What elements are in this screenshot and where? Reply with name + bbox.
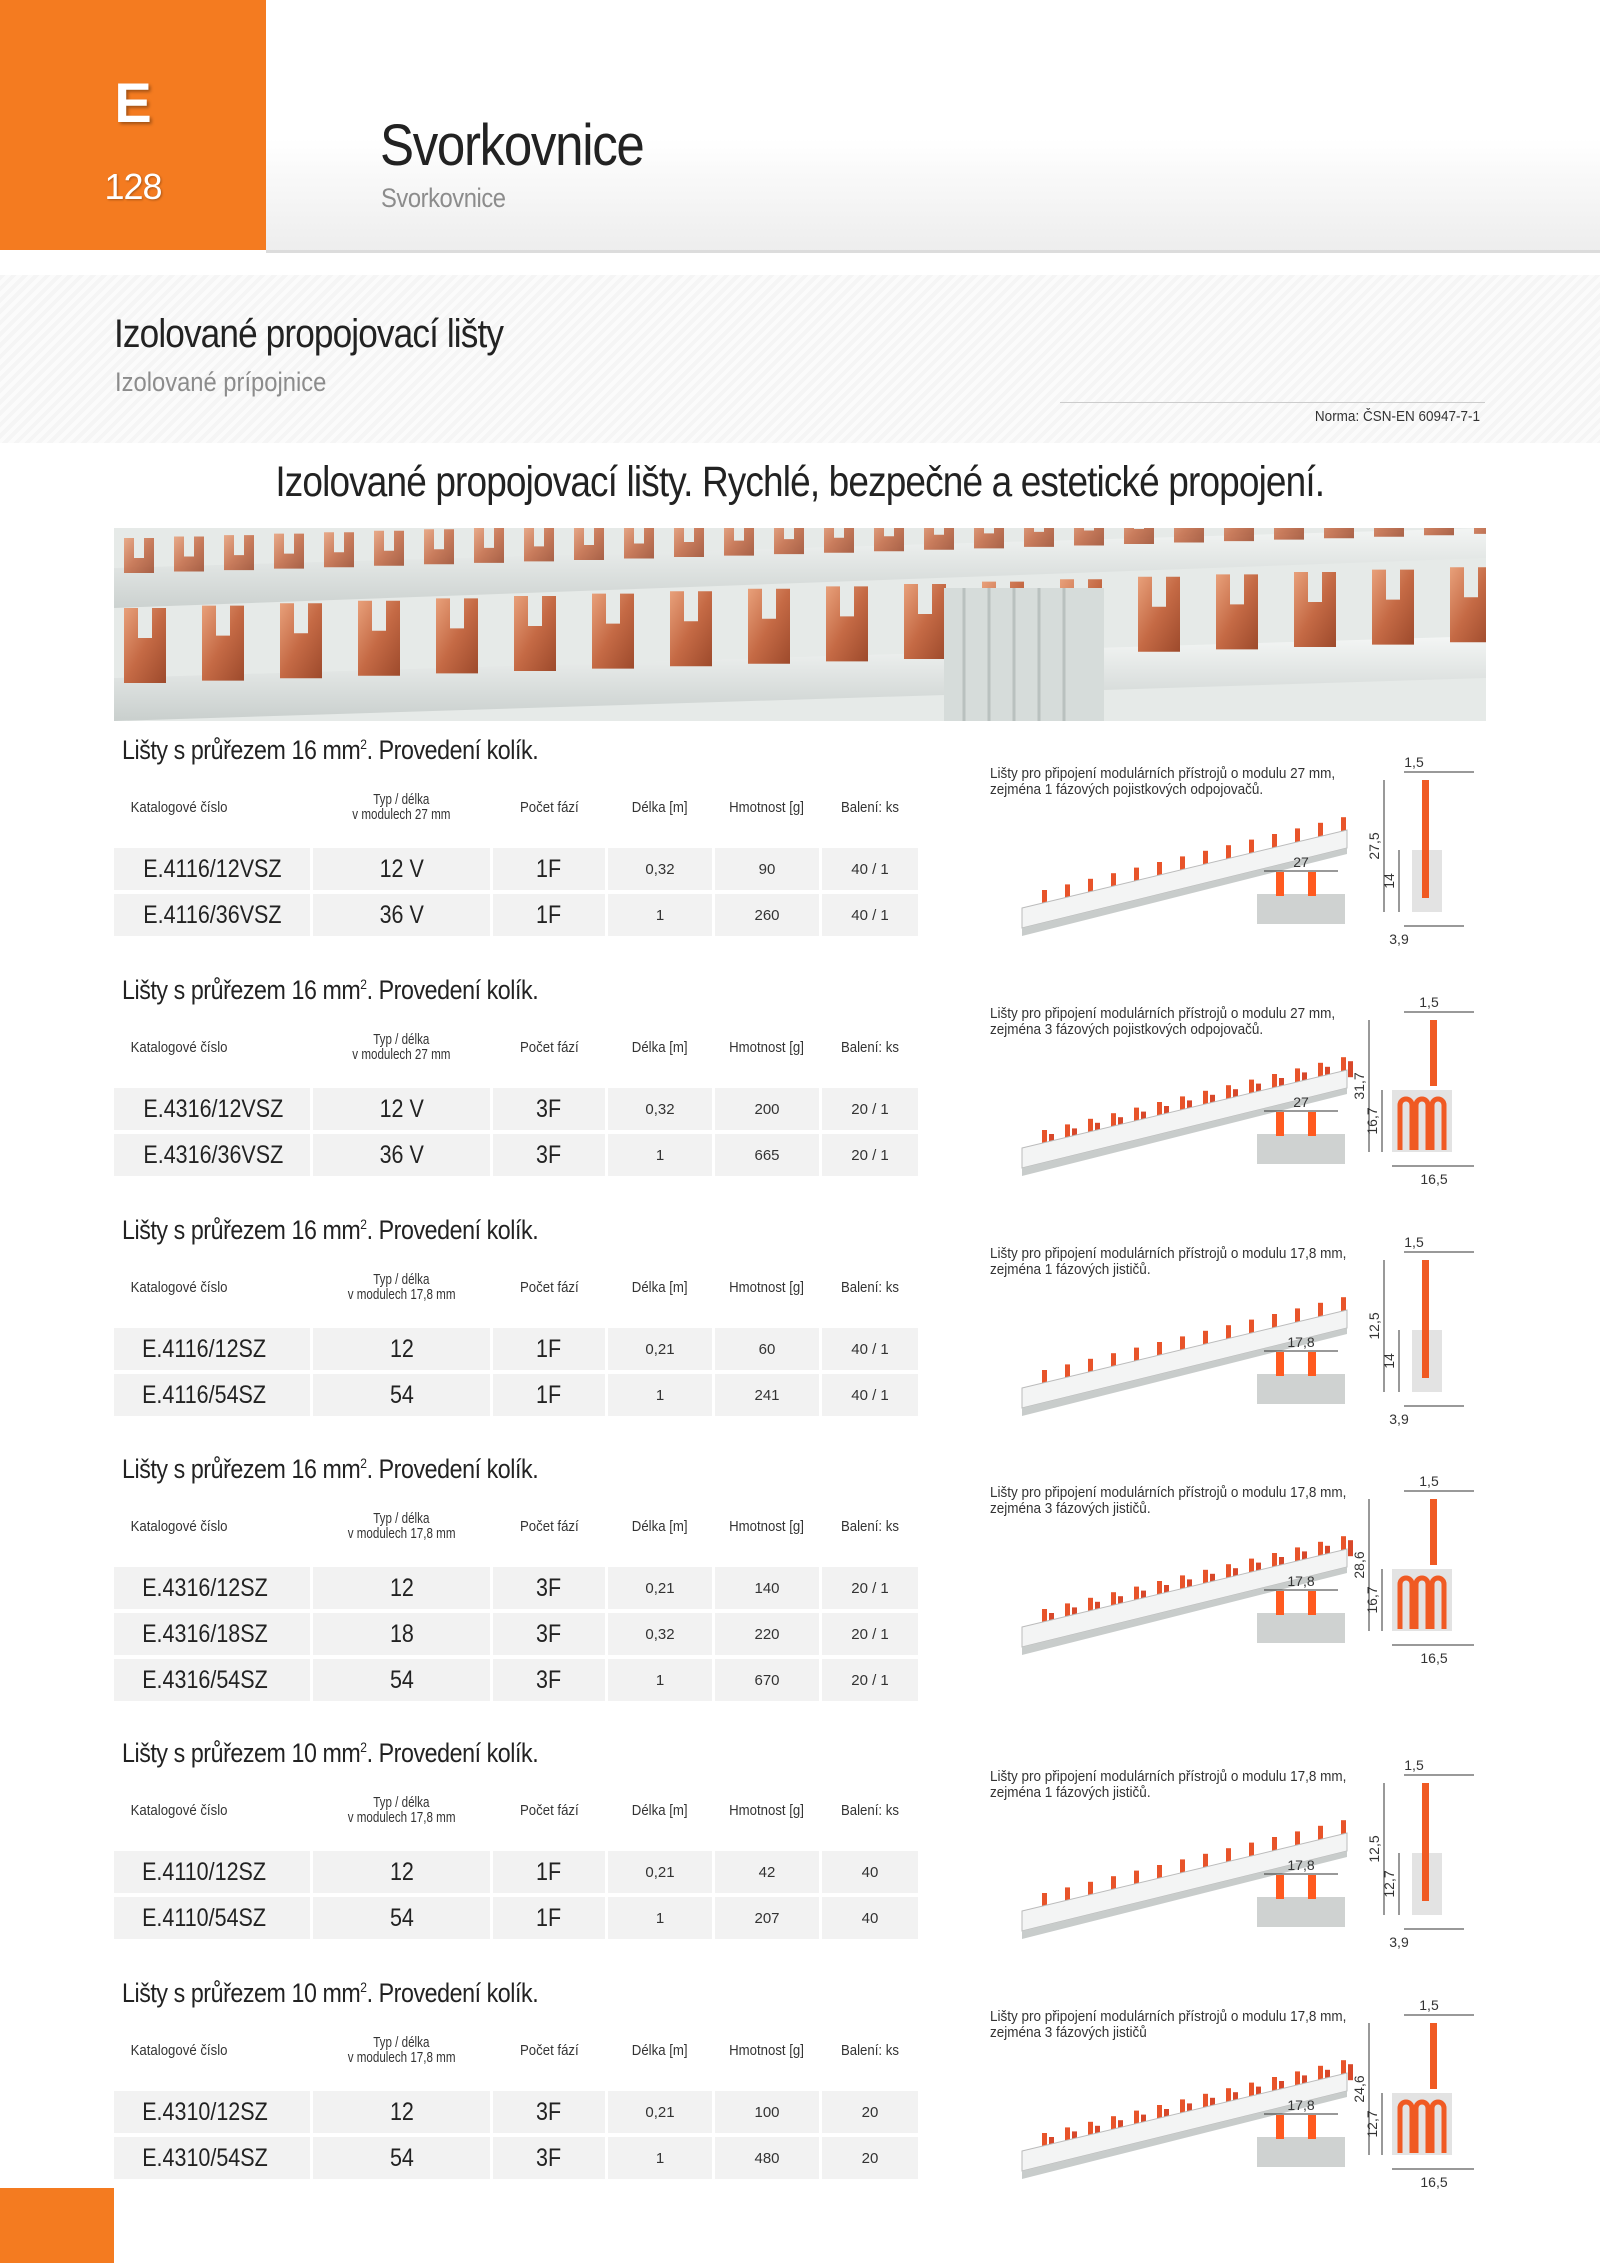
cell-divider — [819, 2137, 822, 2179]
cell-divider — [712, 1897, 715, 1939]
table-cell: E.4116/36VSZ — [143, 900, 282, 929]
section-title: Izolované propojovací lišty — [114, 312, 504, 356]
dimension-bottom: 16,5 — [1420, 1171, 1448, 1187]
cell-divider — [819, 1134, 822, 1176]
column-header: Počet fází — [519, 1278, 579, 1296]
module-dimension: 17,8 — [1287, 1573, 1315, 1589]
table-cell: 54 — [389, 1665, 414, 1694]
column-header: Délka [m] — [632, 798, 688, 816]
cell-divider — [310, 1851, 313, 1893]
block-title: Lišty s průřezem 16 $mm^2$. Provedení kolík. — [122, 735, 539, 765]
table-cell: 207 — [754, 1909, 780, 1927]
column-header: Délka [m] — [632, 1038, 688, 1056]
table-cell: 20 — [861, 2149, 879, 2167]
block-note: Lišty pro připojení modulárních přístrojů o modulu 27 mm, zejména 1 fázových pojistkových odpojovačů. — [990, 765, 1336, 798]
dimension-inner: 16,7 — [1364, 1107, 1380, 1135]
cell-divider — [310, 2137, 313, 2179]
cell-divider — [310, 1567, 313, 1609]
table-cell: E.4316/12VSZ — [143, 1094, 284, 1123]
module-dimension: 27 — [1293, 854, 1309, 870]
column-header: Hmotnost [g] — [729, 1038, 805, 1056]
cell-divider — [310, 2091, 313, 2133]
dimension-top: 1,5 — [1419, 994, 1439, 1010]
column-header: Katalogové číslo — [130, 798, 228, 816]
norm-label: Norma: ČSN-EN 60947-7-1 — [1314, 408, 1480, 425]
table-cell: 90 — [758, 860, 776, 878]
table-cell: 20 / 1 — [851, 1146, 889, 1164]
table-cell: 12 — [389, 1334, 414, 1363]
block-note: Lišty pro připojení modulárních přístrojů o modulu 17,8 mm, zejména 1 fázových jističů. — [990, 1768, 1347, 1801]
busbar-illustration — [1002, 790, 1362, 950]
table-cell: E.4116/54SZ — [142, 1380, 267, 1409]
cell-divider — [819, 1328, 822, 1370]
table-row — [114, 1851, 918, 1893]
column-header: Katalogové číslo — [130, 2041, 228, 2059]
cell-divider — [310, 894, 313, 936]
column-header: Balení: ks — [841, 1801, 899, 1819]
block-note: Lišty pro připojení modulárních přístrojů o modulu 17,8 mm, zejména 1 fázových jističů. — [990, 1245, 1347, 1278]
headline-text: Izolované propojovací lišty. Rychlé, bezpečné a estetické propojení. — [275, 458, 1325, 506]
table-cell: 480 — [754, 2149, 780, 2167]
cell-divider — [490, 1374, 493, 1416]
table-cell: 3F — [536, 1094, 562, 1123]
table-cell: 220 — [754, 1625, 780, 1643]
table-cell: 3F — [536, 2143, 562, 2172]
section-letter: E — [114, 71, 152, 134]
busbar-illustration — [1002, 1270, 1362, 1430]
module-dimension: 27 — [1293, 1094, 1309, 1110]
table-cell: 3F — [536, 1573, 562, 1602]
dimension-drawing — [1344, 750, 1494, 955]
cell-divider — [712, 2091, 715, 2133]
dimension-bottom: 3,9 — [1389, 1934, 1409, 1950]
cell-divider — [605, 2091, 608, 2133]
dimension-height: 27,5 — [1366, 832, 1382, 860]
busbar-photo-illustration — [114, 528, 1486, 721]
table-cell: 1F — [536, 1334, 562, 1363]
module-dimension: 17,8 — [1287, 1334, 1315, 1350]
busbar-illustration — [1002, 1030, 1362, 1190]
cell-divider — [490, 1613, 493, 1655]
cell-divider — [712, 1613, 715, 1655]
column-header: Balení: ks — [841, 1517, 899, 1535]
table-cell: E.4116/12VSZ — [143, 854, 282, 883]
table-cell: E.4310/12SZ — [142, 2097, 268, 2126]
column-header: Typ / délka v modulech 17,8 mm — [347, 1510, 456, 1542]
cell-divider — [712, 1088, 715, 1130]
column-header: Typ / délka v modulech 17,8 mm — [347, 1794, 456, 1826]
cell-divider — [712, 1851, 715, 1893]
cell-divider — [605, 2137, 608, 2179]
table-cell: 54 — [389, 2143, 414, 2172]
header-divider — [266, 250, 1600, 253]
module-dimension: 17,8 — [1287, 2097, 1315, 2113]
cell-divider — [490, 2091, 493, 2133]
cell-divider — [310, 1088, 313, 1130]
column-header: Balení: ks — [841, 1278, 899, 1296]
table-cell: 18 — [389, 1619, 414, 1648]
table-cell: E.4110/54SZ — [142, 1903, 267, 1932]
column-header: Balení: ks — [841, 798, 899, 816]
table-row — [114, 1613, 918, 1655]
dimension-top: 1,5 — [1419, 1997, 1439, 2013]
block-title: Lišty s průřezem 10 $mm^2$. Provedení kolík. — [122, 1738, 539, 1768]
table-cell: 54 — [389, 1380, 414, 1409]
table-cell: E.4316/54SZ — [142, 1665, 268, 1694]
table-cell: 60 — [758, 1340, 776, 1358]
column-header: Typ / délka v modulech 17,8 mm — [347, 2034, 456, 2066]
table-cell: 3F — [536, 1619, 562, 1648]
table-cell: 20 / 1 — [851, 1625, 889, 1643]
column-header: Hmotnost [g] — [729, 798, 805, 816]
cell-divider — [490, 1897, 493, 1939]
cell-divider — [605, 894, 608, 936]
table-cell: 260 — [754, 906, 780, 924]
table-cell: 40 / 1 — [851, 1386, 889, 1404]
table-cell: 1 — [655, 1909, 665, 1927]
cell-divider — [712, 1659, 715, 1701]
column-header: Typ / délka v modulech 27 mm — [352, 1031, 451, 1063]
busbar-illustration — [1002, 2033, 1362, 2193]
dimension-drawing — [1344, 1469, 1494, 1674]
table-cell: 1 — [655, 906, 665, 924]
dimension-drawing — [1344, 1993, 1494, 2198]
dimension-inner: 12,7 — [1364, 2110, 1380, 2138]
cell-divider — [819, 1659, 822, 1701]
cell-divider — [819, 1374, 822, 1416]
dimension-height: 12,5 — [1366, 1835, 1382, 1863]
table-cell: 0,32 — [645, 1625, 675, 1643]
column-header: Počet fází — [519, 2041, 579, 2059]
cell-divider — [819, 2091, 822, 2133]
table-cell: 40 — [861, 1909, 879, 1927]
table-row — [114, 1897, 918, 1939]
table-cell: 1 — [655, 1671, 665, 1689]
busbar-illustration — [1002, 1509, 1362, 1669]
block-title: Lišty s průřezem 16 $mm^2$. Provedení kolík. — [122, 975, 539, 1005]
table-cell: 1 — [655, 1386, 665, 1404]
column-header: Katalogové číslo — [130, 1801, 228, 1819]
table-cell: 12 — [389, 2097, 414, 2126]
column-header: Balení: ks — [841, 2041, 899, 2059]
column-header: Délka [m] — [632, 2041, 688, 2059]
page-title: Svorkovnice — [380, 113, 644, 178]
cell-divider — [490, 1659, 493, 1701]
section-subtitle: Izolované prípojnice — [115, 367, 327, 397]
cell-divider — [605, 1567, 608, 1609]
cell-divider — [490, 1328, 493, 1370]
table-cell: E.4316/36VSZ — [143, 1140, 284, 1169]
table-cell: 3F — [536, 2097, 562, 2126]
table-row — [114, 1134, 918, 1176]
table-cell: E.4310/54SZ — [142, 2143, 268, 2172]
cell-divider — [605, 1613, 608, 1655]
dimension-height: 12,5 — [1366, 1312, 1382, 1340]
table-cell: 0,32 — [645, 1100, 675, 1118]
table-cell: 200 — [754, 1100, 780, 1118]
cell-divider — [819, 848, 822, 890]
cell-divider — [712, 1134, 715, 1176]
cell-divider — [712, 894, 715, 936]
cell-divider — [490, 1567, 493, 1609]
cell-divider — [819, 894, 822, 936]
cell-divider — [490, 848, 493, 890]
dimension-bottom: 3,9 — [1389, 931, 1409, 947]
table-row — [114, 1374, 918, 1416]
table-cell: 0,32 — [645, 860, 675, 878]
table-cell: 40 / 1 — [851, 906, 889, 924]
cell-divider — [605, 848, 608, 890]
table-cell: 1F — [536, 1857, 562, 1886]
cell-divider — [605, 1088, 608, 1130]
cell-divider — [605, 1851, 608, 1893]
cell-divider — [310, 1659, 313, 1701]
table-cell: 12 — [389, 1573, 414, 1602]
dimension-inner: 16,7 — [1364, 1586, 1380, 1614]
dimension-drawing — [1344, 1230, 1494, 1435]
cell-divider — [605, 1374, 608, 1416]
column-header: Typ / délka v modulech 27 mm — [352, 791, 451, 823]
dimension-top: 1,5 — [1404, 1757, 1424, 1773]
column-header: Počet fází — [519, 1038, 579, 1056]
cell-divider — [490, 2137, 493, 2179]
table-cell: E.4116/12SZ — [142, 1334, 267, 1363]
cell-divider — [310, 1328, 313, 1370]
cell-divider — [310, 1374, 313, 1416]
block-note: Lišty pro připojení modulárních přístrojů o modulu 27 mm, zejména 3 fázových pojistkových odpojovačů. — [990, 1005, 1336, 1038]
table-row — [114, 1088, 918, 1130]
table-cell: 20 — [861, 2103, 879, 2121]
cell-divider — [605, 1659, 608, 1701]
table-cell: 12 V — [379, 1094, 424, 1123]
busbar-illustration — [1002, 1793, 1362, 1953]
block-note: Lišty pro připojení modulárních přístrojů o modulu 17,8 mm, zejména 3 fázových jističů — [990, 2008, 1347, 2041]
headline — [0, 458, 1600, 507]
table-cell: E.4316/18SZ — [142, 1619, 268, 1648]
module-dimension: 17,8 — [1287, 1857, 1315, 1873]
cell-divider — [490, 894, 493, 936]
cell-divider — [712, 848, 715, 890]
dimension-drawing — [1344, 1753, 1494, 1958]
table-row — [114, 2091, 918, 2133]
column-header: Hmotnost [g] — [729, 1278, 805, 1296]
table-cell: 100 — [754, 2103, 780, 2121]
table-cell: 0,21 — [645, 1863, 675, 1881]
table-cell: E.4110/12SZ — [142, 1857, 267, 1886]
table-cell: 40 / 1 — [851, 860, 889, 878]
table-cell: 1F — [536, 900, 562, 929]
table-row — [114, 1328, 918, 1370]
block-title: Lišty s průřezem 16 $mm^2$. Provedení kolík. — [122, 1215, 539, 1245]
table-cell: 0,21 — [645, 1340, 675, 1358]
table-cell: E.4316/12SZ — [142, 1573, 268, 1602]
table-cell: 12 V — [379, 854, 424, 883]
table-cell: 36 V — [379, 900, 424, 929]
cell-divider — [819, 1851, 822, 1893]
table-cell: 1F — [536, 1903, 562, 1932]
table-cell: 20 / 1 — [851, 1579, 889, 1597]
block-note: Lišty pro připojení modulárních přístrojů o modulu 17,8 mm, zejména 3 fázových jističů. — [990, 1484, 1347, 1517]
table-cell: 140 — [754, 1579, 780, 1597]
table-cell: 670 — [754, 1671, 780, 1689]
table-cell: 0,21 — [645, 2103, 675, 2121]
norm-divider — [1060, 402, 1485, 403]
cell-divider — [712, 2137, 715, 2179]
cell-divider — [310, 1613, 313, 1655]
dimension-height: 28,6 — [1351, 1551, 1367, 1579]
cell-divider — [605, 1897, 608, 1939]
dimension-bottom: 16,5 — [1420, 1650, 1448, 1666]
table-row — [114, 2137, 918, 2179]
table-row — [114, 1567, 918, 1609]
column-header: Počet fází — [519, 1517, 579, 1535]
cell-divider — [712, 1374, 715, 1416]
cell-divider — [605, 1134, 608, 1176]
column-header: Délka [m] — [632, 1278, 688, 1296]
cell-divider — [819, 1088, 822, 1130]
dimension-top: 1,5 — [1404, 1234, 1424, 1250]
table-cell: 12 — [389, 1857, 414, 1886]
column-header: Počet fází — [519, 798, 579, 816]
column-header: Hmotnost [g] — [729, 1517, 805, 1535]
column-header: Typ / délka v modulech 17,8 mm — [347, 1271, 456, 1303]
dimension-height: 24,6 — [1351, 2075, 1367, 2103]
column-header: Katalogové číslo — [130, 1278, 228, 1296]
table-cell: 1F — [536, 1380, 562, 1409]
cell-divider — [819, 1897, 822, 1939]
table-cell: 20 / 1 — [851, 1671, 889, 1689]
column-header: Počet fází — [519, 1801, 579, 1819]
dimension-drawing — [1344, 990, 1494, 1195]
dimension-height: 31,7 — [1351, 1072, 1367, 1100]
table-cell: 20 / 1 — [851, 1100, 889, 1118]
cell-divider — [490, 1088, 493, 1130]
cell-divider — [310, 1897, 313, 1939]
table-row — [114, 1659, 918, 1701]
cell-divider — [819, 1613, 822, 1655]
dimension-top: 1,5 — [1419, 1473, 1439, 1489]
cell-divider — [712, 1328, 715, 1370]
table-cell: 1F — [536, 854, 562, 883]
cell-divider — [819, 1567, 822, 1609]
cell-divider — [490, 1851, 493, 1893]
table-cell: 3F — [536, 1665, 562, 1694]
table-cell: 40 — [861, 1863, 879, 1881]
column-header: Délka [m] — [632, 1801, 688, 1819]
column-header: Délka [m] — [632, 1517, 688, 1535]
dimension-inner: 14 — [1381, 873, 1397, 889]
block-title: Lišty s průřezem 16 $mm^2$. Provedení kolík. — [122, 1454, 539, 1484]
table-cell: 1 — [655, 2149, 665, 2167]
column-header: Hmotnost [g] — [729, 1801, 805, 1819]
table-row — [114, 848, 918, 890]
column-header: Balení: ks — [841, 1038, 899, 1056]
cell-divider — [605, 1328, 608, 1370]
dimension-inner: 14 — [1381, 1353, 1397, 1369]
table-cell: 54 — [389, 1903, 414, 1932]
dimension-top: 1,5 — [1404, 754, 1424, 770]
column-header: Katalogové číslo — [130, 1038, 228, 1056]
dimension-bottom: 16,5 — [1420, 2174, 1448, 2190]
dimension-bottom: 3,9 — [1389, 1411, 1409, 1427]
table-cell: 40 / 1 — [851, 1340, 889, 1358]
column-header: Hmotnost [g] — [729, 2041, 805, 2059]
column-header: Katalogové číslo — [130, 1517, 228, 1535]
cell-divider — [310, 1134, 313, 1176]
block-title: Lišty s průřezem 10 $mm^2$. Provedení kolík. — [122, 1978, 539, 2008]
dimension-inner: 12,7 — [1381, 1870, 1397, 1898]
cell-divider — [712, 1567, 715, 1609]
table-cell: 0,21 — [645, 1579, 675, 1597]
table-row — [114, 894, 918, 936]
table-cell: 36 V — [379, 1140, 424, 1169]
table-cell: 665 — [754, 1146, 780, 1164]
table-cell: 1 — [655, 1146, 665, 1164]
product-photo — [114, 528, 1486, 721]
cell-divider — [490, 1134, 493, 1176]
page-number: 128 — [104, 166, 162, 207]
page-subtitle: Svorkovnice — [381, 183, 506, 213]
table-cell: 241 — [754, 1386, 780, 1404]
cell-divider — [310, 848, 313, 890]
page-corner-tab — [0, 2188, 114, 2263]
table-cell: 3F — [536, 1140, 562, 1169]
table-cell: 42 — [758, 1863, 776, 1881]
